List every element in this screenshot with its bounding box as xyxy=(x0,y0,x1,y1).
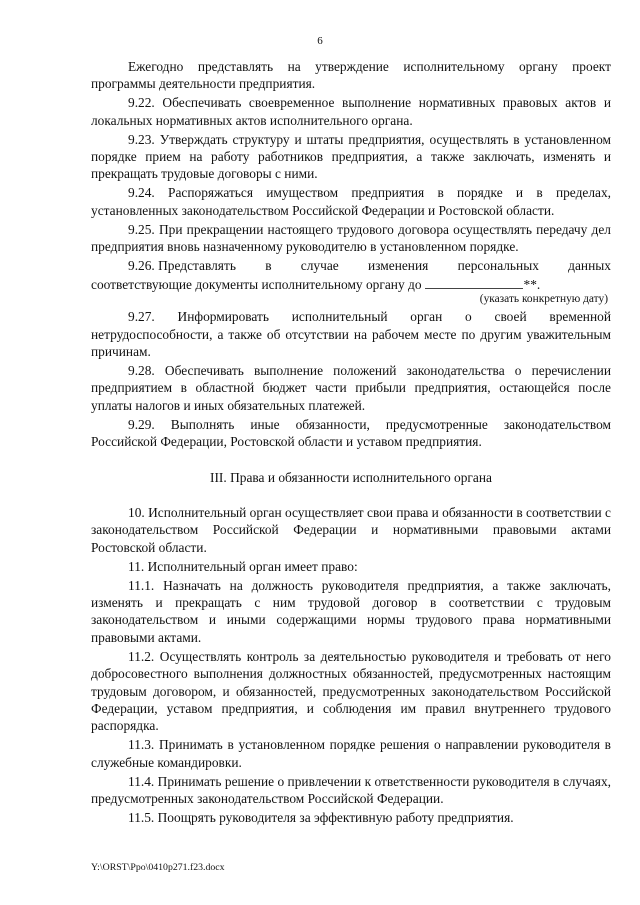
paragraph-programme: Ежегодно представлять на утверждение исполнительному органу проект программы деятельности предприятия. xyxy=(91,59,611,92)
word: в xyxy=(265,257,272,273)
word: случае xyxy=(300,257,339,273)
file-path-footer: Y:\ORST\Ppo\0410p271.f23.docx xyxy=(91,862,225,873)
paragraph-10: 10. Исполнительный орган осуществляет свои права и обязанности в соответствии с законодательством Российской Федерации и нормативными правовыми актами Ростовской области. xyxy=(91,504,612,555)
page-number: 6 xyxy=(317,35,323,47)
document-body xyxy=(91,57,611,828)
paragraph-11-4: 11.4. Принимать решение о привлечении к ответственности руководителя в случаях, предусмотренных законодательством Российской Федерации. xyxy=(91,773,611,806)
paragraph-9-25: 9.25. При прекращении настоящего трудового договора осуществлять передачу дел предприятия вновь назначенному руководителю в установленном порядке. xyxy=(91,221,611,255)
paragraph-11-1: 11.1. Назначать на должность руководителя предприятия, а также заключать, изменять и прекращать с ним трудовой договор в соответствии с трудовым законодательством и иными содержащими нормы трудового права нормативными правовыми актами. xyxy=(91,577,611,645)
footnote-marker: **. xyxy=(523,276,541,292)
paragraph-11-3: 11.3. Принимать в установленном порядке решения о направлении руководителя в служебные командировки. xyxy=(91,737,611,770)
date-hint: (указать конкретную дату) xyxy=(479,293,608,306)
date-blank-line xyxy=(425,276,523,289)
paragraph-9-26-text: соответствующие документы исполнительному органу до xyxy=(91,276,422,292)
word: данных xyxy=(568,257,611,273)
paragraph-9-24: 9.24. Распоряжаться имуществом предприятия в порядке и в пределах, установленных законодательством Российской Федерации и Ростовской области. xyxy=(91,185,611,218)
paragraph-9-22: 9.22. Обеспечивать своевременное выполнение нормативных правовых актов и локальных нормативных актов исполнительного органа. xyxy=(91,95,611,128)
paragraph-9-27: 9.27. Информировать исполнительный орган о своей временной нетрудоспособности, а также об отсутствии на рабочем месте по другим уважительным причинам. xyxy=(91,309,611,360)
paragraph-11: 11. Исполнительный орган имеет право: xyxy=(128,558,358,574)
paragraph-9-29: 9.29. Выполнять иные обязанности, предусмотренные законодательством Российской Федерации, Ростовской области и уставом предприятия. xyxy=(91,416,611,450)
paragraph-9-23: 9.23. Утверждать структуру и штаты предприятия, осуществлять в установленном порядке прием на работу работников предприятия, а также заключать, изменять и прекращать трудовые договоры с ними. xyxy=(91,131,611,182)
paragraph-9-26-line1 xyxy=(91,257,611,274)
word: 9.26. Представлять xyxy=(128,257,236,273)
word: изменения xyxy=(368,257,429,273)
section-heading: III. Права и обязанности исполнительного органа xyxy=(210,469,492,485)
paragraph-11-2: 11.2. Осуществлять контроль за деятельностью руководителя и требовать от него добросовестного выполнения должностных обязанностей, предусмотренных настоящим трудовым договором, и обязанностей, предусмотренных законодательством Российской Федерации, уставом предприятия, и соблюдения им правил внутреннего трудового распорядка. xyxy=(91,648,611,734)
paragraph-9-26-line2 xyxy=(91,276,611,293)
paragraph-11-5: 11.5. Поощрять руководителя за эффективную работу предприятия. xyxy=(128,809,514,825)
paragraph-9-28: 9.28. Обеспечивать выполнение положений законодательства о перечислении предприятием в областной бюджет части прибыли предприятия, остающейся после уплаты налогов и иных обязательных платежей. xyxy=(91,363,611,413)
word: персональных xyxy=(457,257,539,273)
